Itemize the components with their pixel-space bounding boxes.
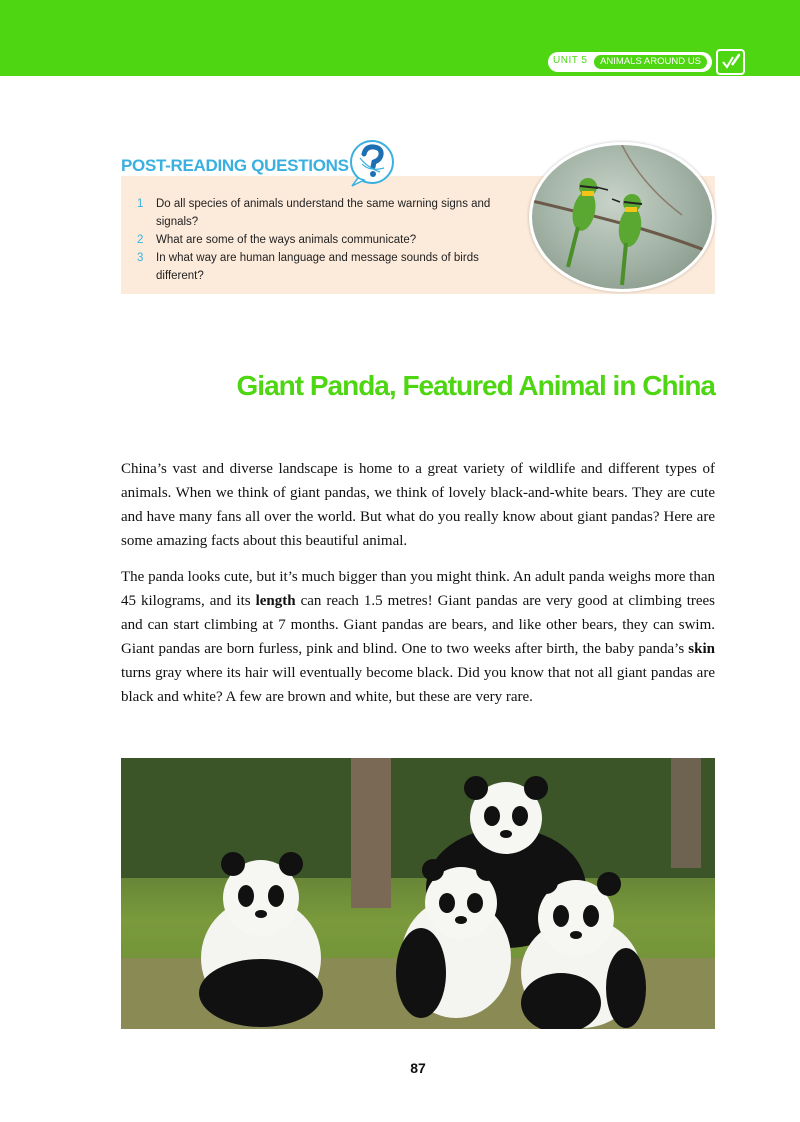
panda: [199, 852, 323, 1027]
vocab-word: length: [255, 593, 296, 609]
paragraph-text-part: can reach 1.5 metres! Giant pandas are very good at climbing trees and can start climbing at 7 months. Giant pandas are bears, and like other bears, they can swim. Giant pandas are born furless, pink and blind. One to two weeks after birth, the baby panda’s: [121, 593, 716, 657]
question-item: [137, 195, 507, 231]
paragraph-text-part: The panda looks cute, but it’s much bigger than you might think. An adult panda weighs more than 45 kilograms, and its: [121, 569, 715, 609]
pen-checkmark-icon: [716, 49, 745, 75]
paragraph-text: China’s vast and diverse landscape is home to a great variety of wildlife and different types of animals. When we think of giant pandas, we think of lovely black-and-white bears. They are cute and have many fans all over the world. But what do you really know about giant pandas? Here are some amazing facts about this beautiful animal.: [121, 461, 715, 549]
bird-right: [612, 194, 644, 285]
unit-label: UNIT 5: [553, 55, 588, 66]
bird-left: [568, 178, 608, 267]
page-number: 87: [410, 1060, 426, 1076]
question-text: What are some of the ways animals communicate?: [156, 234, 417, 246]
question-number: 3: [137, 252, 144, 264]
question-text: In what way are human language and message sounds of birds different?: [156, 252, 479, 282]
article-paragraph-2: [121, 565, 715, 709]
paragraph-text-part: turns gray where its hair will eventually become black. Did you know that not all giant pandas are black and white? A few are brown and white, but these are very rare.: [121, 665, 715, 705]
bee-eater-birds-photo: [529, 142, 715, 292]
question-mark-bubble-icon: [344, 138, 398, 193]
article-title: Giant Panda, Featured Animal in China: [236, 370, 715, 401]
paragraph-text: [121, 565, 715, 709]
giant-pandas-photo: [121, 758, 715, 1029]
question-text: Do all species of animals understand the same warning signs and signals?: [156, 198, 491, 228]
question-item: [137, 231, 507, 249]
vocab-word: skin: [688, 641, 715, 657]
question-number: 2: [137, 234, 144, 246]
post-reading-title: POST-READING QUESTIONS: [121, 156, 349, 175]
question-item: [137, 249, 507, 285]
question-number: 1: [137, 198, 144, 210]
unit-title: ANIMALS AROUND US: [594, 55, 707, 69]
article-paragraph-1: [121, 457, 715, 553]
